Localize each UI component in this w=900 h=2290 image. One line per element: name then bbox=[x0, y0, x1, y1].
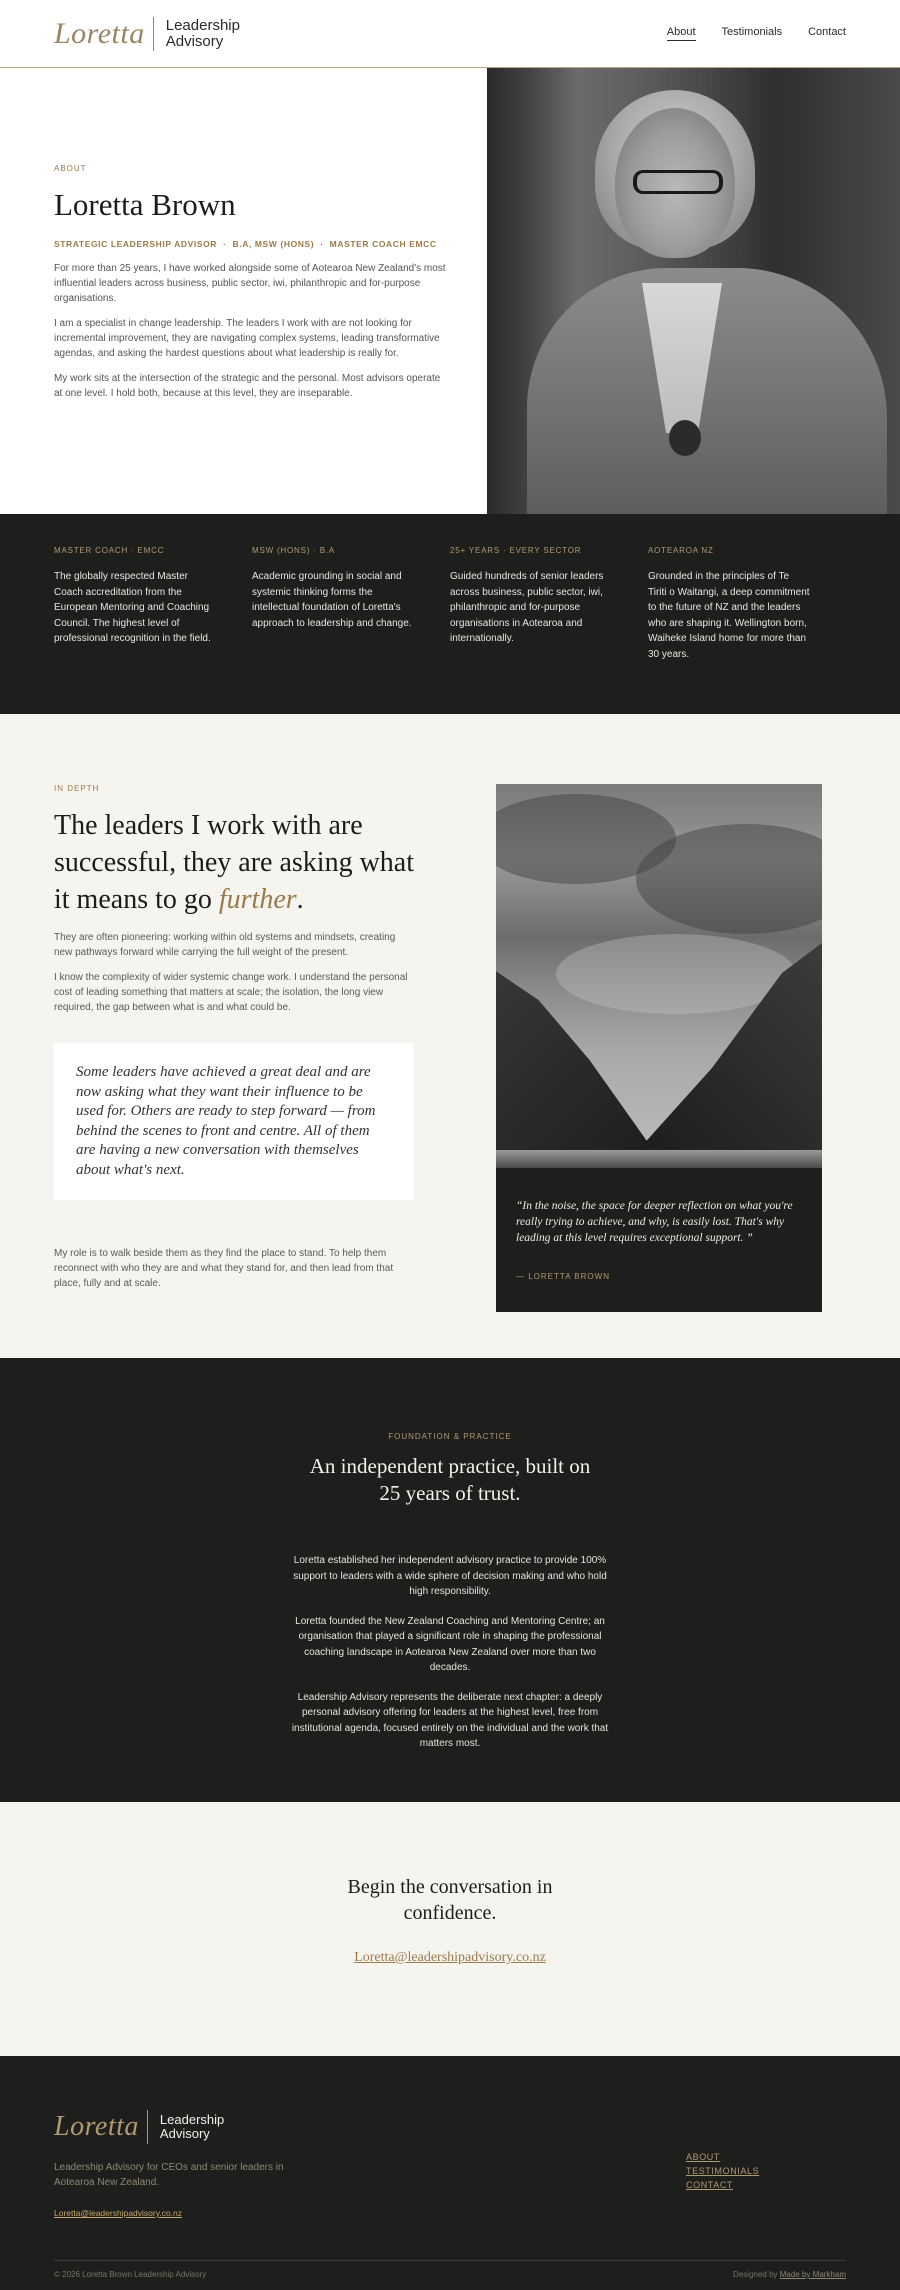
footer-nav-contact[interactable]: CONTACT bbox=[686, 2180, 734, 2190]
logo-script: Loretta bbox=[54, 16, 145, 50]
designer-credit bbox=[733, 2270, 846, 2279]
portrait-glasses bbox=[633, 170, 723, 194]
nav-testimonials[interactable]: Testimonials bbox=[721, 26, 783, 38]
in-depth-heading-emphasis: further bbox=[218, 884, 297, 915]
footer-tagline: Leadership Advisory for CEOs and senior leaders in Aotearoa New Zealand. bbox=[54, 2162, 284, 2188]
in-depth-paragraph-1: They are often pioneering: working within old systems and mindsets, creating new pathways forward while carrying the full weight of the present. bbox=[54, 932, 396, 958]
credential-text: Academic grounding in social and systemic thinking forms the intellectual foundation of Loretta's approach to leadership and change. bbox=[252, 571, 412, 629]
logo-text-line1: Leadership bbox=[165, 16, 240, 34]
credential-title: MASTER COACH · EMCC bbox=[54, 546, 165, 555]
in-depth-content bbox=[54, 784, 414, 1358]
logo-text bbox=[166, 18, 240, 50]
designer-credit-link[interactable]: Made by Markham bbox=[779, 2270, 846, 2279]
credential-item bbox=[54, 546, 252, 714]
pull-quote: Some leaders have achieved a great deal and are now asking what they want their influence to be used for. Others are ready to step forward — from behind the scenes to front and centre. All of them are having a new conversation with themselves about what's next. bbox=[54, 1043, 414, 1200]
in-depth-heading bbox=[54, 807, 414, 918]
footer-nav-about[interactable]: ABOUT bbox=[686, 2152, 721, 2162]
footer-nav bbox=[686, 2152, 759, 2190]
nav-contact[interactable]: Contact bbox=[808, 26, 846, 38]
credential-item bbox=[648, 546, 846, 714]
foundation-title: An independent practice, built on 25 years of trust. bbox=[309, 1454, 591, 1505]
foundation-section bbox=[0, 1358, 900, 1802]
main-nav bbox=[667, 26, 846, 41]
credential-text: The globally respected Master Coach accreditation from the European Mentoring and Coaching Council. The highest level of professional recognition in the field. bbox=[54, 571, 211, 644]
site-logo[interactable] bbox=[54, 17, 240, 51]
footer-logo-script: Loretta bbox=[54, 2111, 139, 2142]
in-depth-heading-main: The leaders I work with are successful, they are asking what it means to go bbox=[54, 810, 414, 915]
copyright-text: © 2026 Loretta Brown Leadership Advisory bbox=[54, 2270, 207, 2279]
foundation-paragraph-1: Loretta established her independent advisory practice to provide 100% support to leaders with a wide sphere of decision making and who hold high responsibility. bbox=[293, 1555, 607, 1597]
foundation-paragraph-2: Loretta founded the New Zealand Coaching and Mentoring Centre; an organisation that played a significant role in shaping the professional coaching landscape in Aotearoa New Zealand over more than two decades. bbox=[295, 1615, 605, 1673]
about-paragraph-3: My work sits at the intersection of the strategic and the personal. Most advisors operate at one level. I hold both, because at this level, they are inseparable. bbox=[54, 373, 441, 399]
about-hero bbox=[0, 68, 900, 514]
in-depth-heading-end: . bbox=[296, 884, 304, 915]
site-footer bbox=[0, 2056, 900, 2290]
portrait-photo bbox=[487, 68, 900, 514]
cta-email-link[interactable]: Loretta@leadershipadvisory.co.nz bbox=[354, 1950, 546, 1965]
in-depth-eyebrow: IN DEPTH bbox=[54, 784, 100, 793]
credential-degrees: B.A, MSW (HONS) bbox=[232, 239, 315, 249]
side-quote-author: — LORETTA BROWN bbox=[516, 1272, 610, 1281]
footer-divider bbox=[54, 2260, 846, 2261]
credentials-band bbox=[0, 514, 900, 714]
footer-nav-testimonials[interactable]: TESTIMONIALS bbox=[686, 2166, 760, 2176]
footer-logo-line2: Advisory bbox=[159, 2126, 210, 2141]
footer-logo[interactable] bbox=[54, 2110, 846, 2144]
credential-item bbox=[252, 546, 450, 714]
side-quote: “In the noise, the space for deeper reflection on what you're really trying to achieve, and why, is easily lost. That's why leading at this level requires exceptional support. ” bbox=[516, 1200, 793, 1244]
credential-line: STRATEGIC LEADERSHIP ADVISOR · B.A, MSW (HONS) · MASTER COACH EMCC bbox=[54, 239, 437, 249]
portrait-pendant bbox=[669, 420, 701, 456]
about-paragraph-2: I am a specialist in change leadership. The leaders I work with are not looking for incremental improvement, they are navigating complex systems, leading transformative agendas, and asking the hardest questions about what leadership is really for. bbox=[54, 318, 440, 359]
nav-about[interactable]: About bbox=[667, 26, 696, 41]
credential-title: 25+ YEARS · EVERY SECTOR bbox=[450, 546, 582, 555]
cta-title: Begin the conversation in confidence. bbox=[347, 1876, 553, 1924]
credential-role: STRATEGIC LEADERSHIP ADVISOR bbox=[54, 239, 218, 249]
about-eyebrow: ABOUT bbox=[54, 164, 87, 173]
cloud-shape bbox=[556, 934, 796, 1014]
in-depth-section bbox=[0, 714, 900, 1358]
credential-text: Guided hundreds of senior leaders across business, public sector, iwi, philanthropic and for-purpose organisations in Aotearoa and internationally. bbox=[450, 571, 604, 644]
credential-item bbox=[450, 546, 648, 714]
landscape-photo bbox=[496, 784, 822, 1168]
footer-logo-divider bbox=[147, 2110, 148, 2144]
logo-divider bbox=[153, 17, 154, 51]
credential-title: AOTEAROA NZ bbox=[648, 546, 714, 555]
water-surface bbox=[496, 1150, 822, 1168]
footer-logo-line1: Leadership bbox=[159, 2112, 225, 2127]
footer-logo-text bbox=[160, 2113, 224, 2141]
contact-cta bbox=[0, 1802, 900, 2056]
foundation-eyebrow: FOUNDATION & PRACTICE bbox=[388, 1432, 512, 1441]
page-title: Loretta Brown bbox=[54, 187, 236, 222]
footer-email-link[interactable]: Loretta@leadershipadvisory.co.nz bbox=[54, 2208, 183, 2218]
credential-coach: MASTER COACH EMCC bbox=[329, 239, 437, 249]
in-depth-paragraph-3: My role is to walk beside them as they find the place to stand. To help them reconnect with who they are and what they stand for, and then lead from that place, fully and at scale. bbox=[54, 1248, 394, 1289]
site-header bbox=[0, 0, 900, 68]
credential-text: Grounded in the principles of Te Tiriti o Waitangi, a deep commitment to the future of NZ and the leaders who are shaping it. Wellington born, Waiheke Island home for more than 30 years. bbox=[648, 571, 810, 660]
foundation-paragraph-3: Leadership Advisory represents the deliberate next chapter: a deeply personal advisory offering for leaders at the highest level, free from institutional agenda, focused entirely on the individual and the work that matters most. bbox=[291, 1691, 609, 1749]
logo-text-line2: Advisory bbox=[165, 32, 224, 50]
quote-card-dark bbox=[496, 784, 822, 1312]
designer-credit-prefix: Designed by bbox=[733, 2270, 780, 2279]
about-intro bbox=[0, 68, 487, 514]
about-paragraph-1: For more than 25 years, I have worked alongside some of Aotearoa New Zealand's most influential leaders across business, public sector, iwi, philanthropic and for-purpose organisations. bbox=[54, 263, 446, 304]
in-depth-paragraph-2: I know the complexity of wider systemic change work. I understand the personal cost of leading something that matters at scale; the isolation, the long view required, the gap between what is and what could be. bbox=[54, 972, 408, 1013]
credential-title: MSW (HONS) · B.A bbox=[252, 546, 336, 555]
